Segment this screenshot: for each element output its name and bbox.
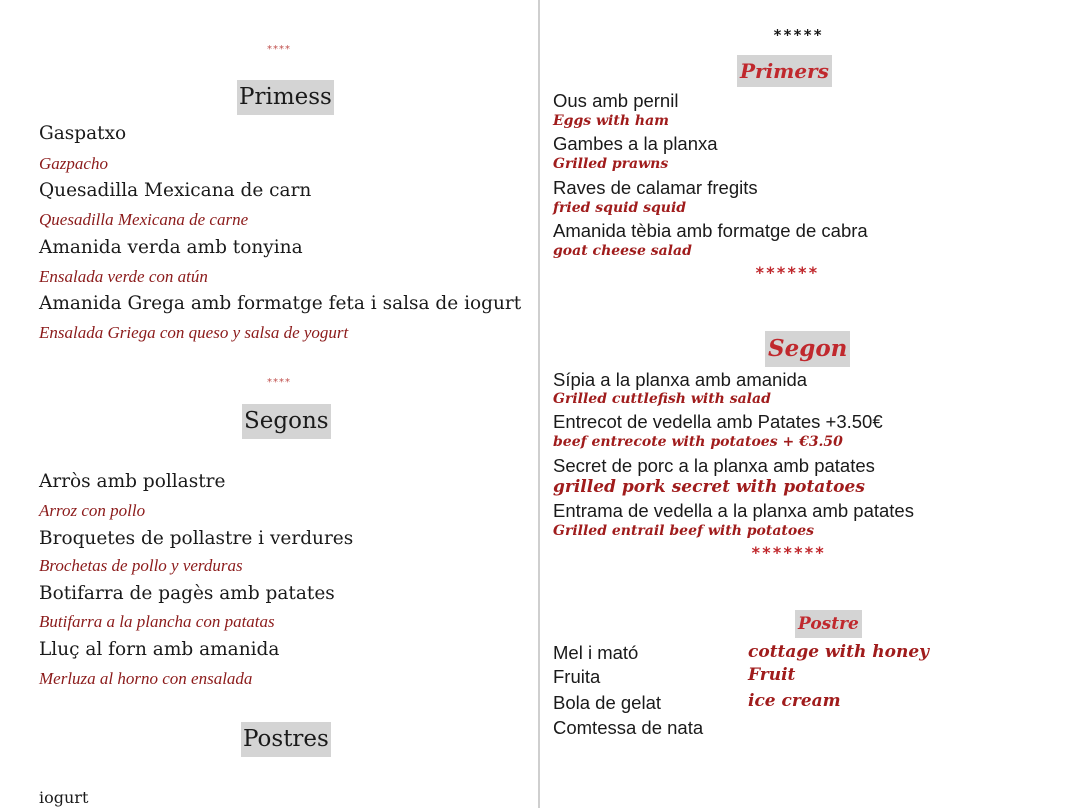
- stars-ornament: *******: [751, 543, 826, 562]
- stars-ornament: ****: [267, 377, 291, 388]
- dessert-name: Bola de gelat: [553, 692, 662, 713]
- dish-name: Botifarra de pagès amb patates: [39, 583, 335, 604]
- stars-ornament: ****: [267, 44, 291, 55]
- dish-translation: Ensalada Griega con queso y salsa de yogurt: [39, 323, 349, 342]
- dish-translation: Ensalada verde con atún: [39, 267, 208, 286]
- dessert-translation: cottage with honey: [748, 642, 930, 662]
- dish-translation: Brochetas de pollo y verduras: [39, 556, 243, 575]
- dish-name: iogurt: [39, 788, 89, 807]
- dessert-name: Fruita: [553, 666, 601, 687]
- dish-translation: grilled pork secret with potatoes: [553, 477, 865, 497]
- section-title-postre: Postre: [795, 610, 862, 638]
- dish-name: Gaspatxo: [39, 123, 127, 144]
- dish-translation: Arroz con pollo: [39, 501, 146, 520]
- dish-name: Gambes a la planxa: [553, 133, 718, 154]
- dish-translation: Merluza al horno con ensalada: [39, 669, 253, 688]
- page-divider: [538, 0, 540, 808]
- stars-ornament: ******: [755, 263, 819, 282]
- dish-translation: Quesadilla Mexicana de carne: [39, 210, 249, 229]
- dessert-name: Mel i mató: [553, 642, 639, 663]
- dish-name: Raves de calamar fregits: [553, 177, 758, 198]
- section-title-primess: Primess: [237, 80, 334, 115]
- dish-name: Quesadilla Mexicana de carn: [39, 180, 312, 201]
- dish-translation: Grilled cuttlefish with salad: [553, 391, 771, 407]
- section-title-segon: Segon: [765, 331, 850, 367]
- dish-name: Amanida Grega amb formatge feta i salsa de iogurt: [39, 293, 522, 314]
- dish-name: Amanida verda amb tonyina: [39, 237, 303, 258]
- dish-name: Sípia a la planxa amb amanida: [553, 369, 808, 390]
- section-title-postres: Postres: [241, 722, 331, 757]
- dish-translation: Gazpacho: [39, 154, 108, 173]
- dish-translation: Butifarra a la plancha con patatas: [39, 612, 275, 631]
- dessert-translation: ice cream: [748, 691, 841, 711]
- dish-translation: goat cheese salad: [553, 243, 692, 259]
- dish-name: Amanida tèbia amb formatge de cabra: [553, 220, 868, 241]
- dish-name: Arròs amb pollastre: [39, 471, 226, 492]
- dessert-name: Comtessa de nata: [553, 717, 704, 738]
- dish-name: Ous amb pernil: [553, 90, 679, 111]
- dessert-translation: Fruit: [748, 665, 796, 685]
- dish-name: Entrecot de vedella amb Patates +3.50€: [553, 411, 883, 432]
- dish-translation: beef entrecote with potatoes + €3.50: [553, 434, 843, 450]
- dish-name: Secret de porc a la planxa amb patates: [553, 455, 875, 476]
- dish-name: Lluç al forn amb amanida: [39, 639, 280, 660]
- dish-translation: Grilled entrail beef with potatoes: [553, 523, 815, 539]
- dish-translation: Eggs with ham: [553, 113, 669, 129]
- section-title-primers: Primers: [737, 55, 832, 87]
- dish-name: Broquetes de pollastre i verdures: [39, 528, 354, 549]
- dish-name: Entrama de vedella a la planxa amb patates: [553, 500, 914, 521]
- section-title-segons: Segons: [242, 404, 331, 439]
- stars-ornament: *****: [773, 26, 824, 44]
- dish-translation: fried squid squid: [553, 200, 687, 216]
- dish-translation: Grilled prawns: [553, 156, 669, 172]
